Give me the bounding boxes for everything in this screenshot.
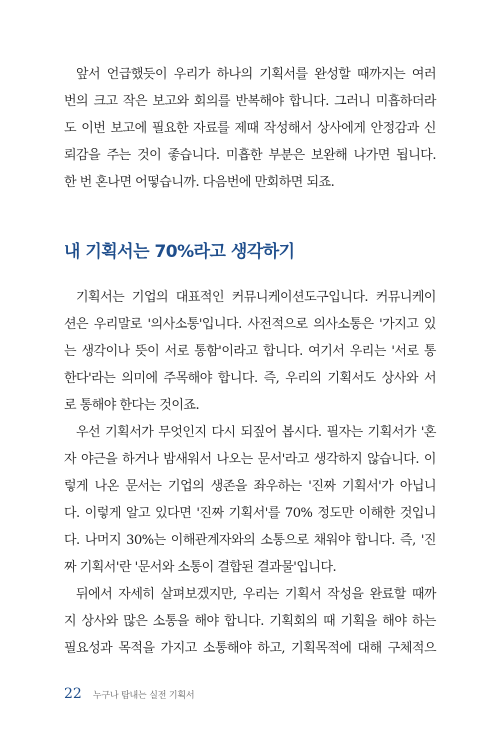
- text-line: 로 통해야 한다는 것이죠.: [64, 398, 200, 413]
- running-title: 누구나 탐내는 실전 기획서: [92, 691, 195, 701]
- text-line: 기획서는 기업의 대표적인 커뮤니케이션도구입니다. 커뮤니케이: [76, 290, 436, 305]
- text-line: 한 번 혼나면 어떻습니까. 다음번에 만회하면 되죠.: [64, 175, 335, 190]
- text-line: 짜 기획서'란 '문서와 소통이 결합된 결과물'입니다.: [64, 560, 337, 575]
- text-line: 뒤에서 자세히 살펴보겠지만, 우리는 기획서 작성을 완료할 때까: [76, 587, 436, 602]
- text-line: 번의 크고 작은 보고와 회의를 반복해야 합니다. 그러니 미흡하더라: [64, 94, 436, 109]
- text-line: 앞서 언급했듯이 우리가 하나의 기획서를 완성할 때까지는 여러: [76, 67, 436, 82]
- text-line: 뢰감을 주는 것이 좋습니다. 미흡한 부분은 보완해 나가면 됩니다.: [64, 148, 436, 163]
- text-line: 도 이번 보고에 필요한 자료를 제때 작성해서 상사에게 안정감과 신: [64, 121, 436, 136]
- text-line: 다. 나머지 30%는 이해관계자와의 소통으로 채워야 합니다. 즉, '진: [64, 533, 436, 548]
- intro-paragraph: [64, 61, 436, 196]
- text-line: 렇게 나온 문서는 기업의 생존을 좌우하는 '진짜 기획서'가 아닙니: [64, 479, 436, 494]
- section-body: [64, 284, 436, 662]
- text-line: 자 야근을 하거나 밤새워서 나오는 문서'라고 생각하지 않습니다. 이: [64, 452, 436, 467]
- text-line: 한다'라는 의미에 주목해야 합니다. 즉, 우리의 기획서도 상사와 서: [64, 371, 436, 386]
- text-line: 지 상사와 많은 소통을 해야 합니다. 기획회의 때 기획을 해야 하는: [64, 614, 436, 629]
- text-line: 션은 우리말로 '의사소통'입니다. 사전적으로 의사소통은 '가지고 있: [64, 317, 436, 332]
- section-heading: 내 기획서는 70%라고 생각하기: [64, 242, 295, 262]
- text-line: 필요성과 목적을 가지고 소통해야 하고, 기획목적에 대해 구체적으: [64, 641, 436, 656]
- text-line: 우선 기획서가 무엇인지 다시 되짚어 봅시다. 필자는 기획서가 '혼: [76, 425, 436, 440]
- page-number: 22: [64, 686, 82, 702]
- text-line: 다. 이렇게 알고 있다면 '진짜 기획서'를 70% 정도만 이해한 것입니: [64, 506, 436, 521]
- page-footer: [64, 683, 194, 702]
- text-line: 는 생각이나 뜻이 서로 통함'이라고 합니다. 여기서 우리는 '서로 통: [64, 344, 436, 359]
